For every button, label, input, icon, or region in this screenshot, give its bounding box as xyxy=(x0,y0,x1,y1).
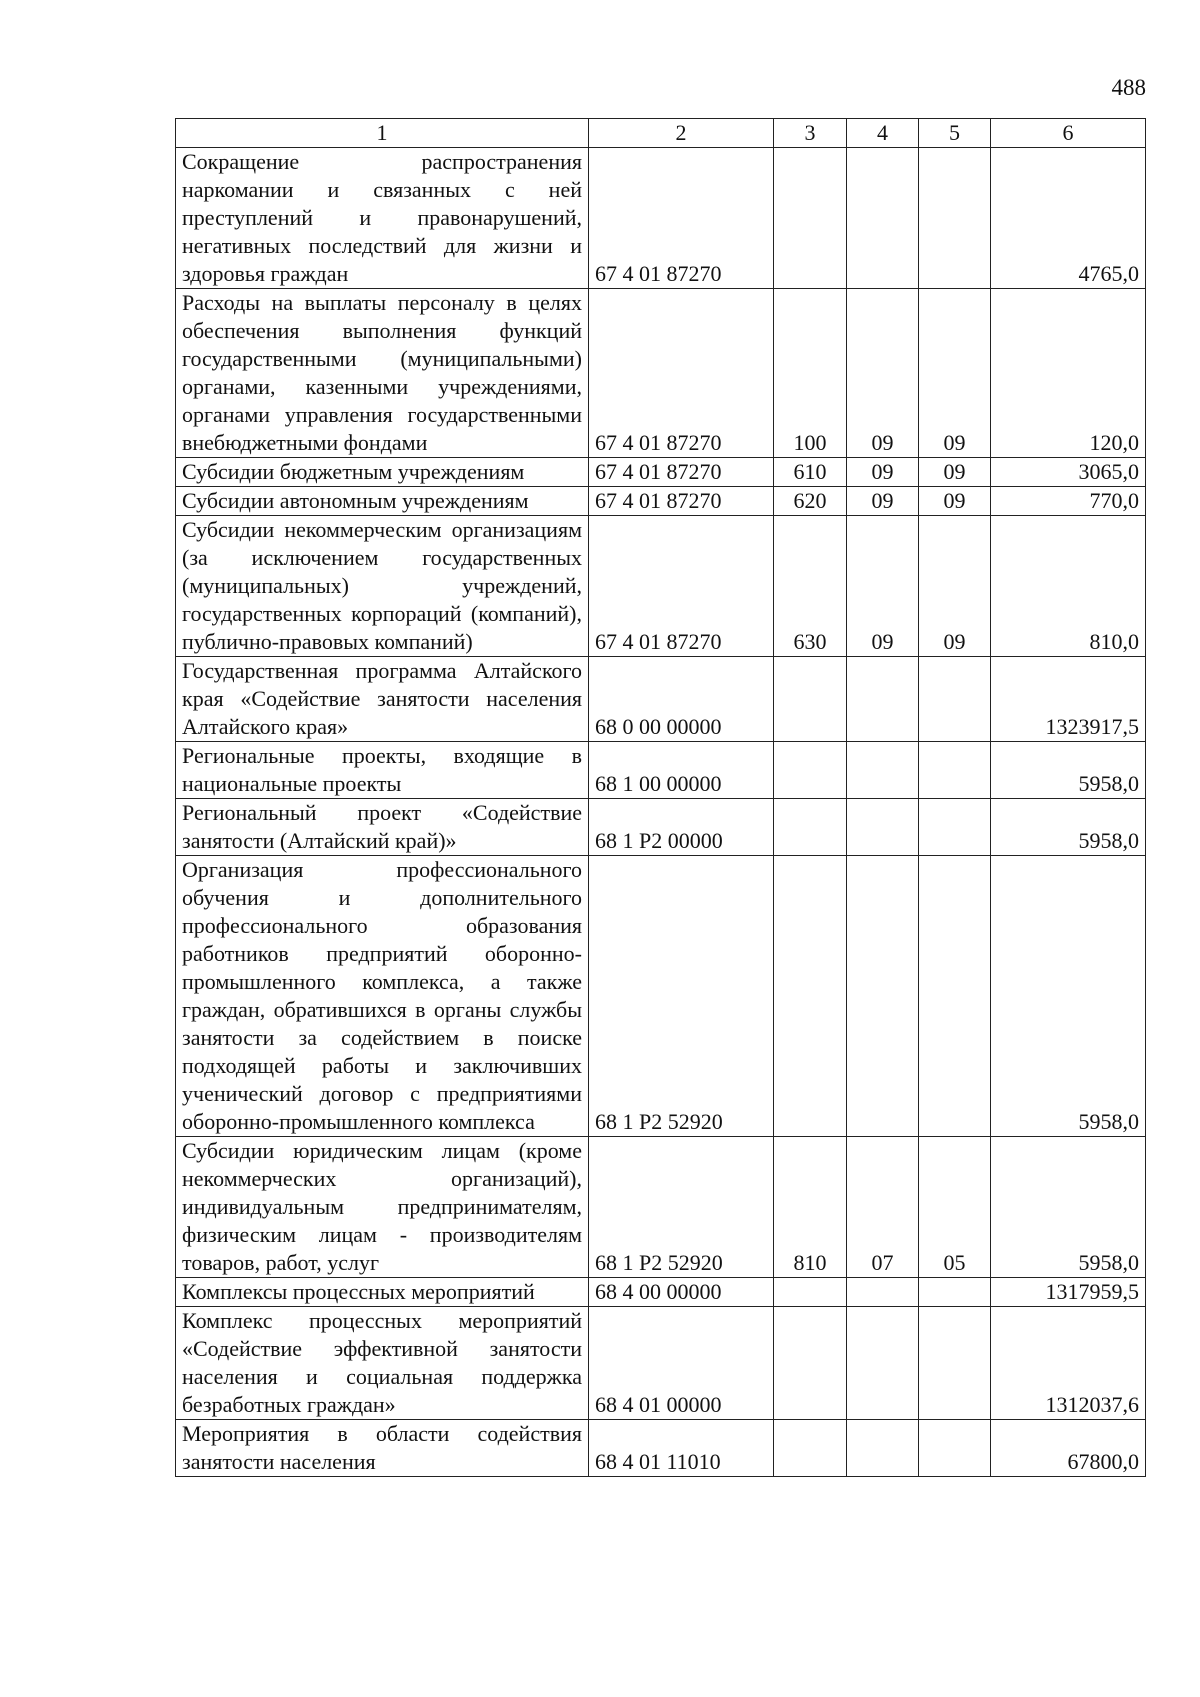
row-code: 68 1 P2 52920 xyxy=(589,856,774,1137)
table-row xyxy=(176,657,1146,742)
table-row xyxy=(176,148,1146,289)
row-col-5 xyxy=(919,856,991,1137)
row-col-5: 09 xyxy=(919,289,991,458)
row-col-5 xyxy=(919,1307,991,1420)
header-col-1: 1 xyxy=(176,119,589,148)
row-col-5: 09 xyxy=(919,487,991,516)
row-amount: 5958,0 xyxy=(991,1137,1146,1278)
row-code: 67 4 01 87270 xyxy=(589,458,774,487)
row-col-4 xyxy=(847,742,919,799)
row-code: 67 4 01 87270 xyxy=(589,487,774,516)
row-description: Субсидии бюджетным учреждениям xyxy=(176,458,589,487)
row-description: Региональный проект «Содействие занятости (Алтайский край)» xyxy=(176,799,589,856)
row-amount: 120,0 xyxy=(991,289,1146,458)
row-code: 67 4 01 87270 xyxy=(589,516,774,657)
row-col-3 xyxy=(774,1278,847,1307)
table-row xyxy=(176,516,1146,657)
row-col-3 xyxy=(774,799,847,856)
header-col-4: 4 xyxy=(847,119,919,148)
row-col-3 xyxy=(774,742,847,799)
row-amount: 67800,0 xyxy=(991,1420,1146,1477)
row-description: Организация профессионального обучения и дополнительного профессионального образования работников предприятий оборонно-промышленного комплекса, а также граждан, обратившихся в органы службы занятости за содействием в поиске подходящей работы и заключивших ученический договор с предприятиями оборонно-промышленного комплекса xyxy=(176,856,589,1137)
row-amount: 5958,0 xyxy=(991,856,1146,1137)
row-col-5: 09 xyxy=(919,458,991,487)
row-col-5 xyxy=(919,1278,991,1307)
row-col-5 xyxy=(919,742,991,799)
row-code: 68 4 01 00000 xyxy=(589,1307,774,1420)
page-number: 488 xyxy=(1111,75,1146,100)
row-code: 67 4 01 87270 xyxy=(589,289,774,458)
row-col-4 xyxy=(847,856,919,1137)
row-col-5: 09 xyxy=(919,516,991,657)
row-col-4 xyxy=(847,657,919,742)
table-row xyxy=(176,856,1146,1137)
row-col-3: 620 xyxy=(774,487,847,516)
row-col-3 xyxy=(774,856,847,1137)
row-col-3 xyxy=(774,657,847,742)
row-amount: 770,0 xyxy=(991,487,1146,516)
row-col-3: 810 xyxy=(774,1137,847,1278)
row-col-5 xyxy=(919,148,991,289)
row-description: Субсидии автономным учреждениям xyxy=(176,487,589,516)
row-col-4 xyxy=(847,148,919,289)
table-row xyxy=(176,289,1146,458)
header-col-5: 5 xyxy=(919,119,991,148)
row-amount: 5958,0 xyxy=(991,742,1146,799)
row-amount: 1312037,6 xyxy=(991,1307,1146,1420)
row-amount: 4765,0 xyxy=(991,148,1146,289)
row-amount: 3065,0 xyxy=(991,458,1146,487)
row-col-4: 07 xyxy=(847,1137,919,1278)
row-col-5 xyxy=(919,799,991,856)
row-col-4: 09 xyxy=(847,458,919,487)
row-description: Субсидии некоммерческим организациям (за исключением государственных (муниципальных) учреждений, государственных корпораций (компаний), публично-правовых компаний) xyxy=(176,516,589,657)
row-description: Мероприятия в области содействия занятости населения xyxy=(176,1420,589,1477)
table-row xyxy=(176,799,1146,856)
row-amount: 810,0 xyxy=(991,516,1146,657)
row-code: 68 1 P2 52920 xyxy=(589,1137,774,1278)
table-row xyxy=(176,487,1146,516)
row-col-4 xyxy=(847,1278,919,1307)
row-description: Комплексы процессных мероприятий xyxy=(176,1278,589,1307)
row-col-4: 09 xyxy=(847,487,919,516)
row-description: Расходы на выплаты персоналу в целях обеспечения выполнения функций государственными (муниципальными) органами, казенными учреждениями, органами управления государственными внебюджетными фондами xyxy=(176,289,589,458)
table-row xyxy=(176,458,1146,487)
row-col-3: 100 xyxy=(774,289,847,458)
header-col-3: 3 xyxy=(774,119,847,148)
table-header xyxy=(176,119,1146,148)
row-col-3: 630 xyxy=(774,516,847,657)
row-description: Сокращение распространения наркомании и связанных с ней преступлений и правонарушений, негативных последствий для жизни и здоровья граждан xyxy=(176,148,589,289)
row-col-4 xyxy=(847,1307,919,1420)
row-code: 68 1 P2 00000 xyxy=(589,799,774,856)
row-code: 68 0 00 00000 xyxy=(589,657,774,742)
row-col-5: 05 xyxy=(919,1137,991,1278)
row-amount: 1323917,5 xyxy=(991,657,1146,742)
row-code: 68 1 00 00000 xyxy=(589,742,774,799)
header-row xyxy=(176,119,1146,148)
row-col-3: 610 xyxy=(774,458,847,487)
row-col-5 xyxy=(919,1420,991,1477)
budget-table xyxy=(175,118,1146,1477)
row-col-4: 09 xyxy=(847,289,919,458)
header-col-6: 6 xyxy=(991,119,1146,148)
row-col-4 xyxy=(847,1420,919,1477)
row-code: 68 4 01 11010 xyxy=(589,1420,774,1477)
row-description: Субсидии юридическим лицам (кроме некоммерческих организаций), индивидуальным предпринимателям, физическим лицам - производителям товаров, работ, услуг xyxy=(176,1137,589,1278)
row-col-3 xyxy=(774,1307,847,1420)
row-col-4: 09 xyxy=(847,516,919,657)
row-description: Региональные проекты, входящие в национальные проекты xyxy=(176,742,589,799)
row-code: 68 4 00 00000 xyxy=(589,1278,774,1307)
table-row xyxy=(176,1278,1146,1307)
row-code: 67 4 01 87270 xyxy=(589,148,774,289)
table-body xyxy=(176,148,1146,1477)
table-row xyxy=(176,742,1146,799)
row-col-3 xyxy=(774,1420,847,1477)
table-row xyxy=(176,1420,1146,1477)
table-row xyxy=(176,1137,1146,1278)
table-row xyxy=(176,1307,1146,1420)
row-amount: 1317959,5 xyxy=(991,1278,1146,1307)
row-amount: 5958,0 xyxy=(991,799,1146,856)
row-description: Комплекс процессных мероприятий «Содействие эффективной занятости населения и социальная поддержка безработных граждан» xyxy=(176,1307,589,1420)
row-description: Государственная программа Алтайского края «Содействие занятости населения Алтайского края» xyxy=(176,657,589,742)
row-col-5 xyxy=(919,657,991,742)
row-col-3 xyxy=(774,148,847,289)
row-col-4 xyxy=(847,799,919,856)
header-col-2: 2 xyxy=(589,119,774,148)
